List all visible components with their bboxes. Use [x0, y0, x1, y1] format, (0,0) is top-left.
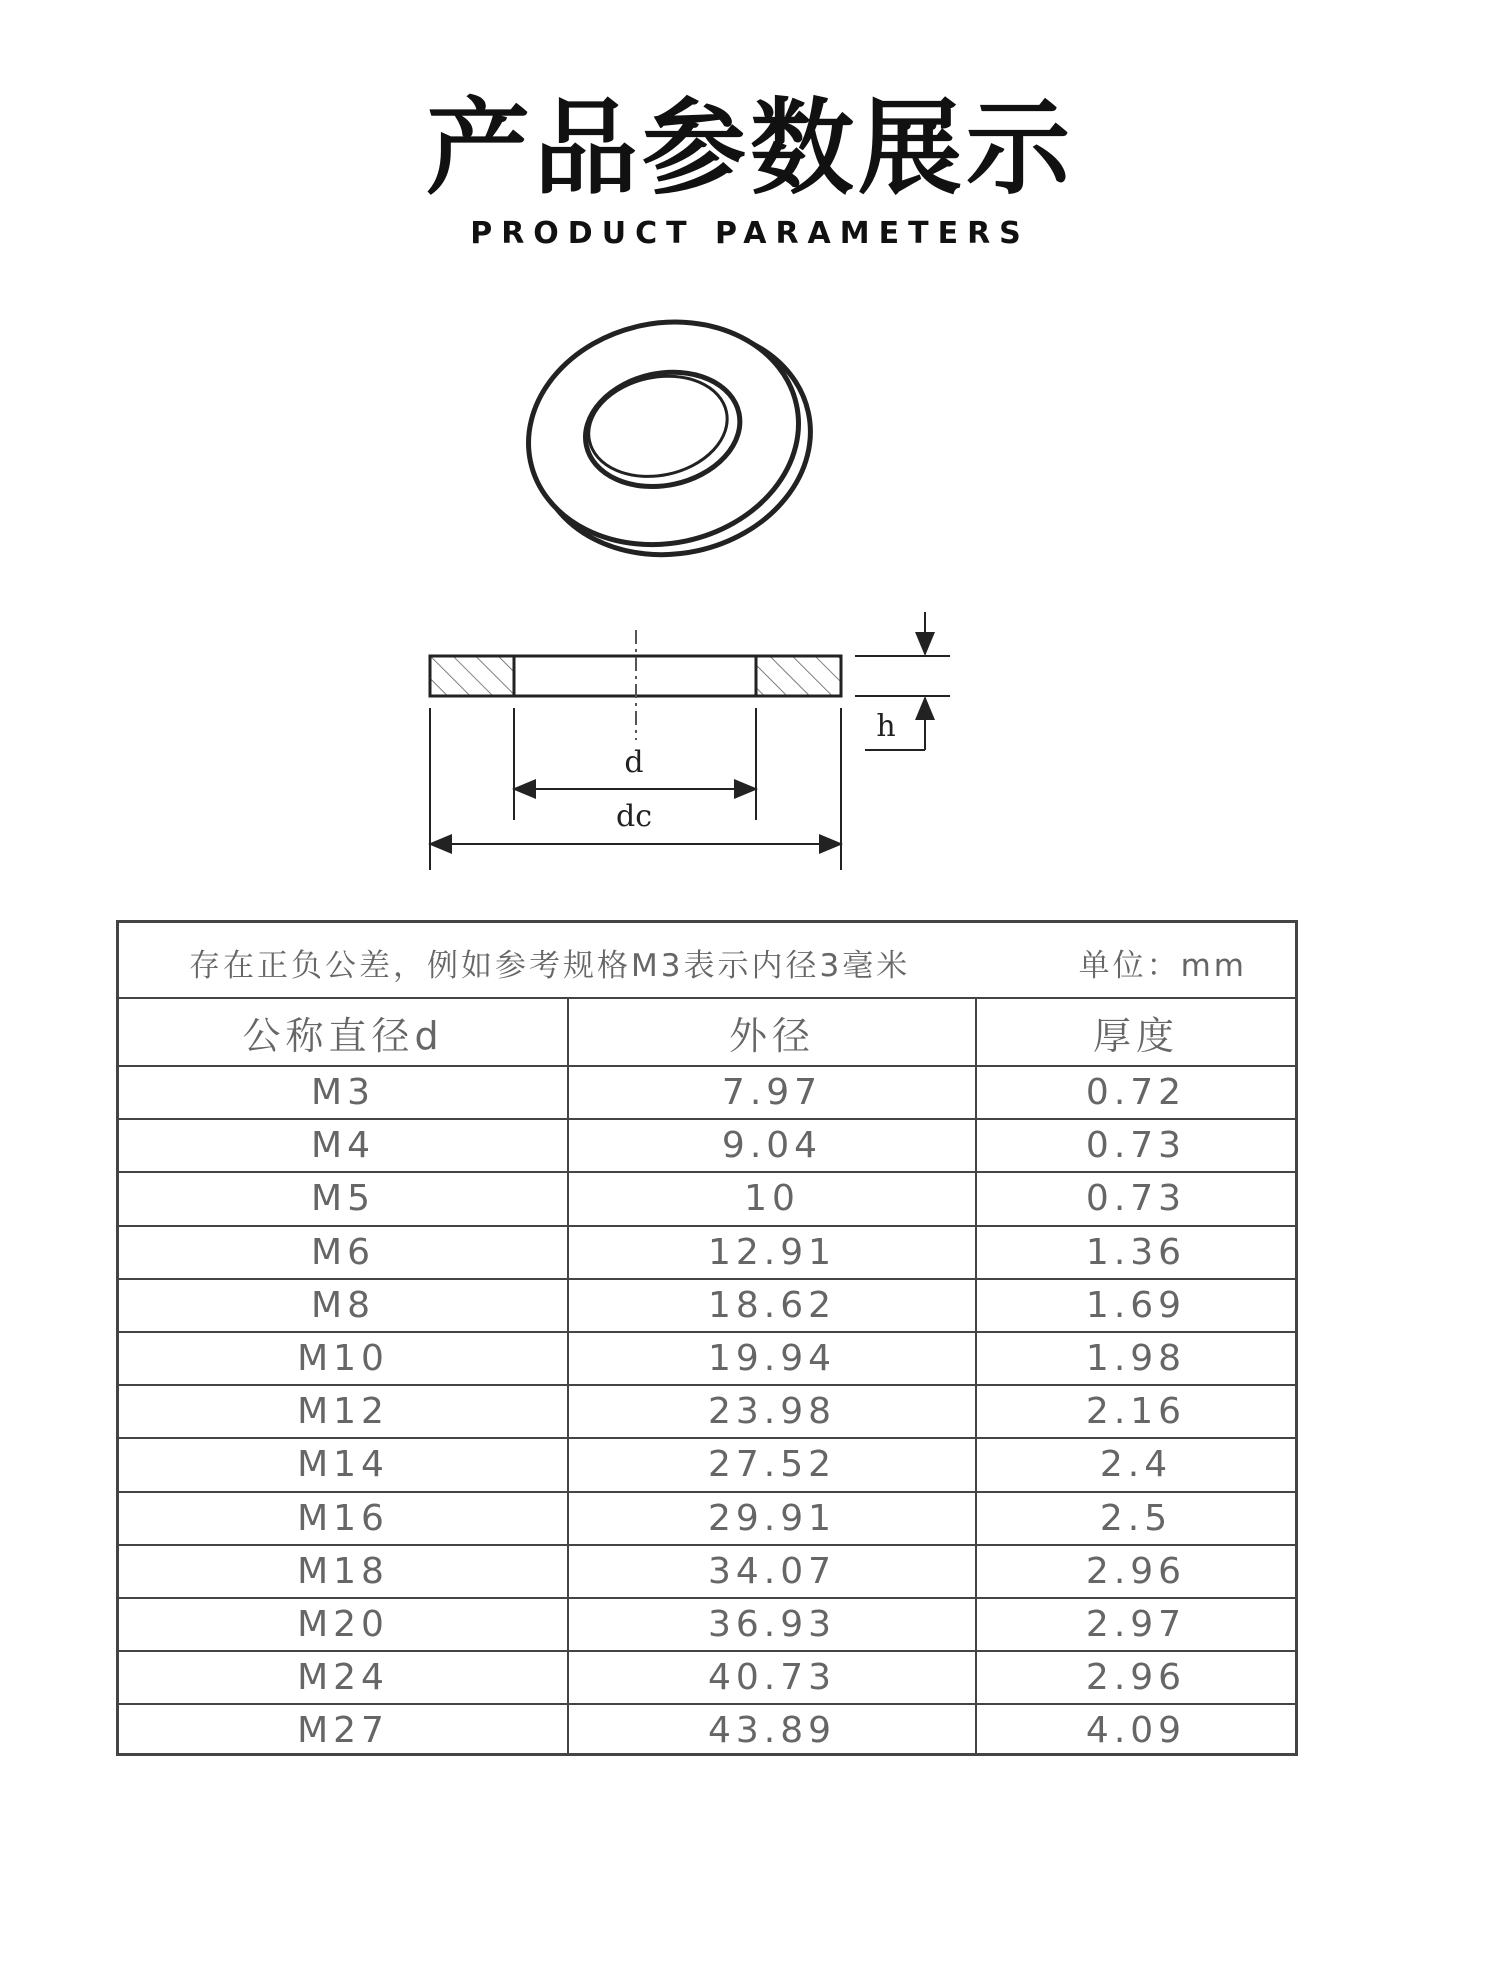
washer-section-diagram [430, 612, 950, 870]
cell-thickness: 1.69 [976, 1279, 1295, 1332]
table-row [119, 1332, 1295, 1385]
table-header-row [119, 999, 1295, 1066]
table-row [119, 1066, 1295, 1119]
cell-outer: 12.91 [568, 1226, 976, 1279]
cell-outer: 7.97 [568, 1066, 976, 1119]
cell-outer: 18.62 [568, 1279, 976, 1332]
spec-table [116, 920, 1298, 1756]
cell-outer: 34.07 [568, 1545, 976, 1598]
cell-size: M24 [119, 1651, 568, 1704]
page-title: 产品参数展示 [425, 87, 1074, 209]
cell-thickness: 2.96 [976, 1651, 1295, 1704]
cell-thickness: 2.16 [976, 1385, 1295, 1438]
unit-label: 单位：mm [1078, 948, 1247, 984]
cell-outer: 23.98 [568, 1385, 976, 1438]
cell-size: M4 [119, 1119, 568, 1172]
cell-thickness: 2.96 [976, 1545, 1295, 1598]
cell-size: M6 [119, 1226, 568, 1279]
page-subtitle: PRODUCT PARAMETERS [470, 216, 1030, 251]
cell-outer: 27.52 [568, 1438, 976, 1491]
cell-outer: 40.73 [568, 1651, 976, 1704]
cell-thickness: 1.98 [976, 1332, 1295, 1385]
cell-outer: 43.89 [568, 1704, 976, 1756]
label-dc: dc [615, 799, 653, 834]
table-row [119, 1279, 1295, 1332]
cell-size: M20 [119, 1598, 568, 1651]
cell-thickness: 1.36 [976, 1226, 1295, 1279]
tolerance-note: 存在正负公差，例如参考规格M3表示内径3毫米 [189, 948, 911, 984]
col-nominal-diameter: 公称直径d [119, 999, 568, 1066]
table-row [119, 1704, 1295, 1756]
table-row [119, 1545, 1295, 1598]
cell-thickness: 4.09 [976, 1704, 1295, 1756]
cell-outer: 9.04 [568, 1119, 976, 1172]
table-row [119, 1226, 1295, 1279]
table-note-row [119, 923, 1295, 999]
washer-perspective-icon [508, 295, 832, 581]
table-row [119, 1598, 1295, 1651]
cell-thickness: 2.5 [976, 1492, 1295, 1545]
label-h: h [876, 709, 896, 744]
cell-size: M10 [119, 1332, 568, 1385]
table-row [119, 1651, 1295, 1704]
col-thickness: 厚度 [976, 999, 1295, 1066]
cell-size: M3 [119, 1066, 568, 1119]
cell-outer: 29.91 [568, 1492, 976, 1545]
washer-diagram [0, 0, 1500, 900]
cell-thickness: 2.4 [976, 1438, 1295, 1491]
label-d: d [624, 745, 644, 780]
cell-size: M27 [297, 1710, 389, 1752]
cell-outer: 10 [568, 1172, 976, 1225]
table-row [119, 1492, 1295, 1545]
cell-size: M14 [119, 1438, 568, 1491]
cell-outer: 36.93 [568, 1598, 976, 1651]
col-outer-diameter: 外径 [568, 999, 976, 1066]
cell-size: M8 [119, 1279, 568, 1332]
table-row [119, 1438, 1295, 1491]
cell-thickness: 2.97 [976, 1598, 1295, 1651]
cell-thickness: 0.72 [976, 1066, 1295, 1119]
table-row [119, 1172, 1295, 1225]
cell-thickness: 0.73 [976, 1172, 1295, 1225]
cell-size: M5 [119, 1172, 568, 1225]
cell-outer: 19.94 [568, 1332, 976, 1385]
cell-size: M16 [119, 1492, 568, 1545]
table-row [119, 1119, 1295, 1172]
table-row [119, 1385, 1295, 1438]
cell-size: M12 [119, 1385, 568, 1438]
spec-grid [119, 999, 1295, 1756]
cell-thickness: 0.73 [976, 1119, 1295, 1172]
cell-size: M18 [119, 1545, 568, 1598]
